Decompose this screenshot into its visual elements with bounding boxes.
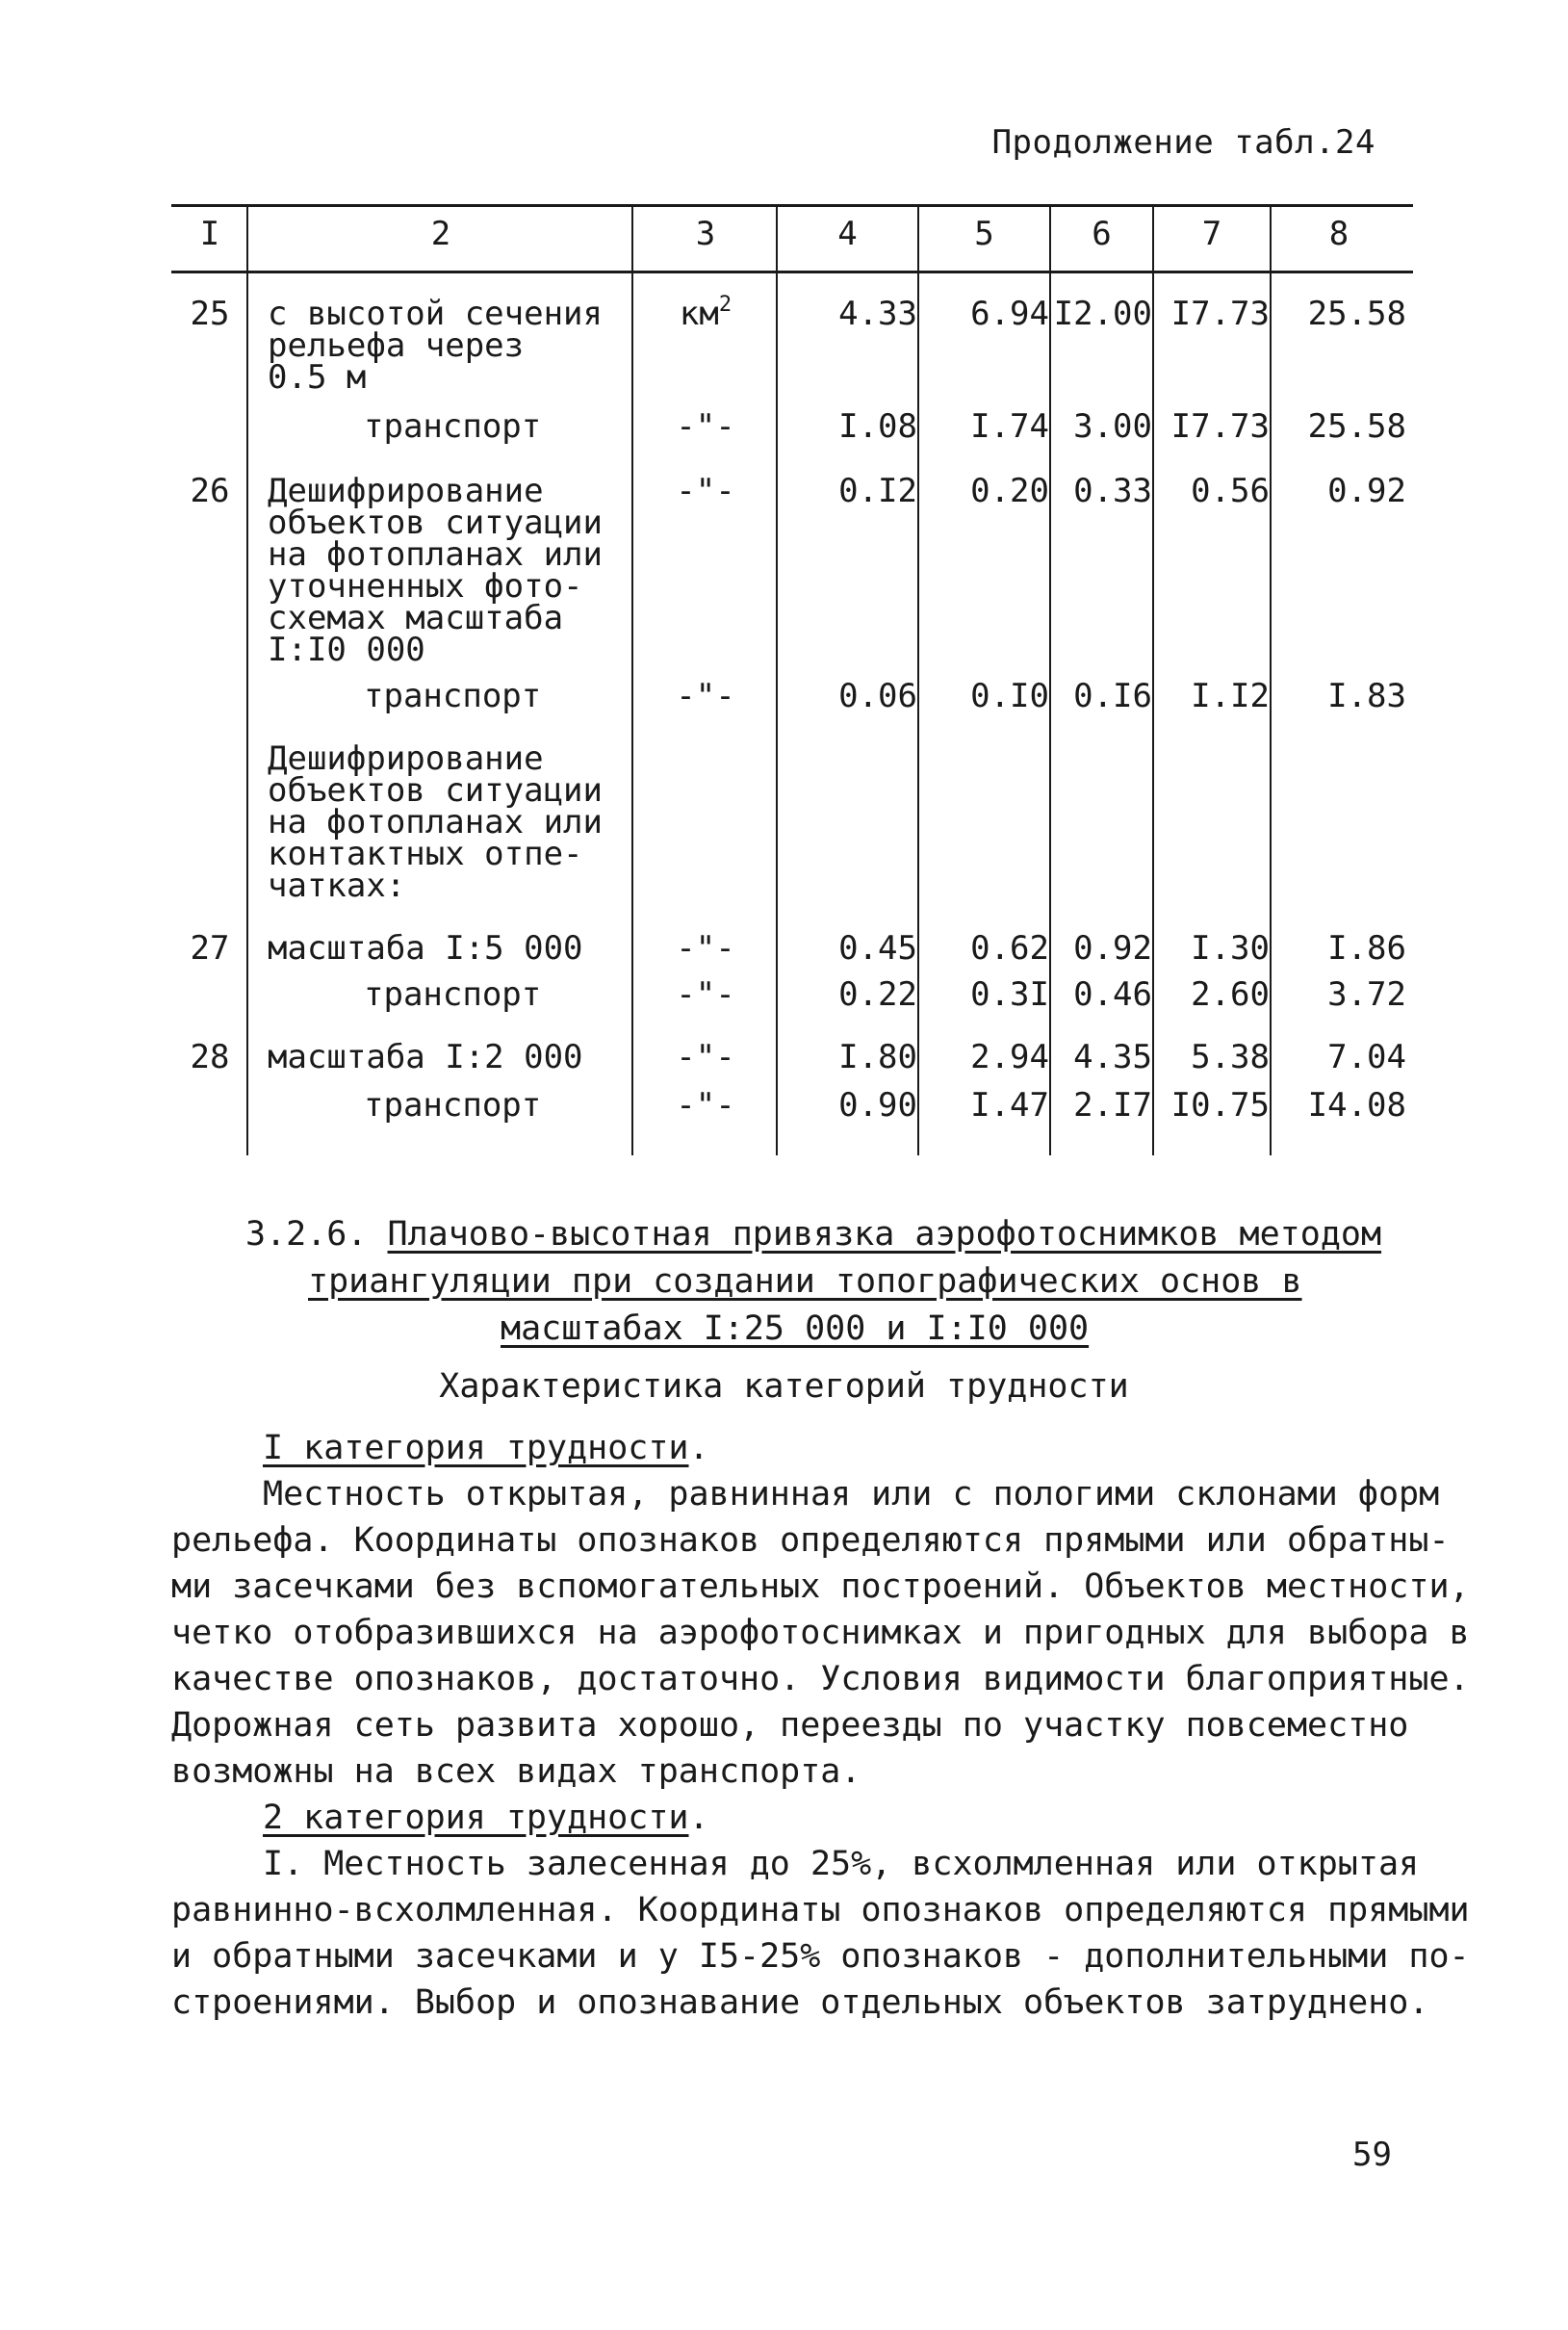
row-value: 3.00: [1073, 407, 1152, 446]
row-value: 0.92: [1073, 929, 1152, 968]
header-col-7: 7: [1201, 215, 1222, 253]
section-title-line: [501, 1306, 1352, 1353]
row-number: 25: [190, 295, 230, 333]
row-value: 0.I0: [970, 677, 1049, 715]
row-value: 0.20: [970, 472, 1049, 510]
data-table: [171, 204, 1413, 1155]
paragraph-line: рельефа. Координаты опознаков определяются прямыми или обратны-: [171, 1521, 1450, 1560]
unit-superscript: 2: [718, 293, 733, 317]
row-description: масштаба I:2 000: [268, 1038, 583, 1076]
paragraph-line: возможны на всех видах транспорта.: [171, 1752, 861, 1791]
section-title-part: масштабах I:25 000 и I:I0 000: [501, 1309, 1090, 1348]
row-number: 27: [190, 929, 230, 968]
row-description: Дешифрирование объектов ситуации на фотопланах или уточненных фото- схемах масштаба I:I0 000: [268, 472, 603, 669]
category-heading: 2 категория трудности.: [263, 1799, 709, 1837]
row-value: 7.04: [1327, 1038, 1406, 1076]
row-description: масштаба I:5 000: [268, 929, 583, 968]
section-title-line: [308, 1258, 1352, 1306]
paragraph-line: четко отобразившихся на аэрофотоснимках и пригодных для выбора в: [171, 1614, 1470, 1652]
row-value: 0.22: [838, 975, 917, 1014]
row-value: 2.94: [970, 1038, 1049, 1076]
row-description: транспорт: [364, 677, 542, 715]
paragraph-line: строениями. Выбор и опознавание отдельных объектов затруднено.: [171, 1983, 1429, 2022]
paragraph-line: качестве опознаков, достаточно. Условия видимости благоприятные.: [171, 1660, 1470, 1698]
row-description: транспорт: [364, 975, 542, 1014]
row-value: 0.62: [970, 929, 1049, 968]
row-value: I.83: [1327, 677, 1406, 715]
row-value: I.47: [970, 1086, 1049, 1125]
row-value: I2.00: [1053, 295, 1152, 333]
row-value: 0.33: [1073, 472, 1152, 510]
column-divider: [1152, 204, 1154, 1155]
paragraph-line: Дорожная сеть развита хорошо, переезды по участку повсеместно: [171, 1706, 1409, 1745]
row-value: I.08: [838, 407, 917, 446]
row-value: 0.3I: [970, 975, 1049, 1014]
row-value: I.74: [970, 407, 1049, 446]
row-unit: -"-: [676, 407, 735, 446]
header-col-4: 4: [837, 215, 858, 253]
row-value: 0.46: [1073, 975, 1152, 1014]
paragraph-line: равнинно-всхолмленная. Координаты опознаков определяются прямыми: [171, 1891, 1470, 1929]
row-value: 4.33: [838, 295, 917, 333]
row-unit: [633, 293, 778, 333]
row-description: Дешифрирование объектов ситуации на фотопланах или контактных отпе- чатках:: [268, 739, 603, 905]
subtitle: Характеристика категорий трудности: [439, 1367, 1129, 1406]
unit-text: км: [679, 295, 719, 333]
header-col-6: 6: [1092, 215, 1112, 253]
section-title-line: [245, 1211, 1382, 1258]
header-col-1: I: [199, 215, 220, 253]
row-value: 0.45: [838, 929, 917, 968]
category-heading: I категория трудности.: [263, 1429, 709, 1467]
row-value: 0.06: [838, 677, 917, 715]
row-description: транспорт: [364, 1086, 542, 1125]
row-unit: -"-: [676, 1038, 735, 1076]
table-top-rule: [171, 204, 1413, 207]
row-number: 28: [190, 1038, 230, 1076]
row-value: I7.73: [1170, 295, 1270, 333]
column-divider: [1270, 204, 1272, 1155]
row-value: 2.I7: [1073, 1086, 1152, 1125]
row-value: I.I2: [1191, 677, 1270, 715]
row-value: 0.I6: [1073, 677, 1152, 715]
column-divider: [246, 204, 248, 1155]
section-number: 3.2.6.: [245, 1215, 368, 1254]
row-value: 5.38: [1191, 1038, 1270, 1076]
column-divider: [776, 204, 778, 1155]
row-value: I7.73: [1170, 407, 1270, 446]
header-col-8: 8: [1328, 215, 1350, 253]
row-value: 2.60: [1191, 975, 1270, 1014]
row-value: 0.I2: [838, 472, 917, 510]
row-value: 25.58: [1307, 407, 1406, 446]
row-value: 6.94: [970, 295, 1049, 333]
row-value: 0.92: [1327, 472, 1406, 510]
row-value: I.86: [1327, 929, 1406, 968]
row-unit: -"-: [676, 929, 735, 968]
paragraph-line: Местность открытая, равнинная или с пологими склонами форм: [263, 1475, 1440, 1514]
section-title-part: триангуляции при создании топографических основ в: [308, 1262, 1302, 1301]
body-text: [171, 1425, 1470, 2026]
row-value: 0.90: [838, 1086, 917, 1125]
section-heading: [245, 1211, 1382, 1353]
page-number: 59: [1352, 2136, 1392, 2174]
row-unit: -"-: [676, 472, 735, 510]
row-value: 4.35: [1073, 1038, 1152, 1076]
row-value: I.80: [838, 1038, 917, 1076]
paragraph-line: ми засечками без вспомогательных построений. Объектов местности,: [171, 1567, 1470, 1606]
paragraph-line: и обратными засечками и у I5-25% опознаков - дополнительными по-: [171, 1937, 1470, 1976]
row-value: I4.08: [1307, 1086, 1406, 1125]
row-description: транспорт: [364, 407, 542, 446]
row-value: 3.72: [1327, 975, 1406, 1014]
table-caption: Продолжение табл.24: [991, 123, 1375, 162]
row-number: 26: [190, 472, 230, 510]
row-value: I.30: [1191, 929, 1270, 968]
row-unit: -"-: [676, 1086, 735, 1125]
column-divider: [1049, 204, 1051, 1155]
section-title-part: Плачово-высотная привязка аэрофотоснимков методом: [387, 1215, 1382, 1254]
header-col-2: 2: [430, 215, 451, 253]
header-col-3: 3: [695, 215, 716, 253]
row-value: 0.56: [1191, 472, 1270, 510]
row-description: с высотой сечения рельефа через 0.5 м: [268, 295, 603, 397]
row-unit: -"-: [676, 677, 735, 715]
row-value: I0.75: [1170, 1086, 1270, 1125]
row-unit: -"-: [676, 975, 735, 1014]
column-divider: [917, 204, 919, 1155]
paragraph-line: I. Местность залесенная до 25%, всхолмленная или открытая: [263, 1845, 1420, 1883]
header-col-5: 5: [974, 215, 994, 253]
row-value: 25.58: [1307, 295, 1406, 333]
table-header-rule: [171, 271, 1413, 273]
